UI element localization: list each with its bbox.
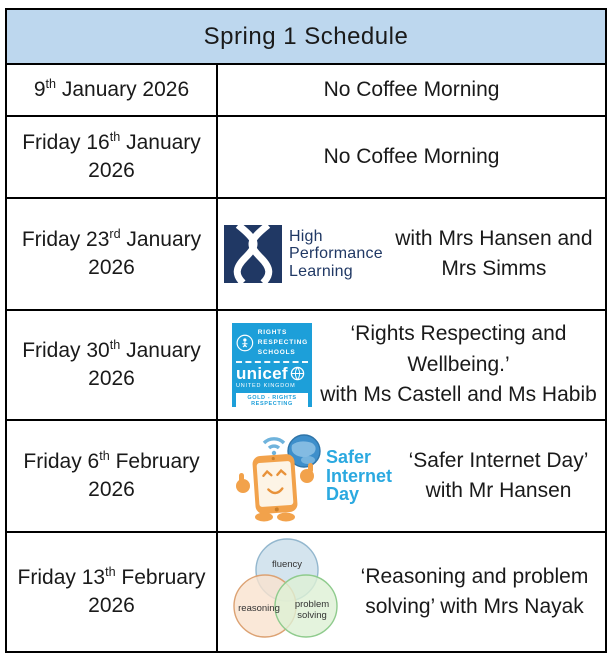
- table-header: [7, 10, 605, 63]
- event-text: [344, 562, 605, 623]
- schedule-table: [5, 8, 607, 653]
- table-row: [7, 309, 605, 419]
- sid-mascot-icon: [228, 429, 324, 523]
- date-text: Friday 13th February: [17, 564, 206, 589]
- date-year: 2026: [88, 256, 135, 279]
- table-row: [7, 531, 605, 651]
- event-line: with Ms Castell and Ms Habib: [320, 383, 597, 407]
- event-line: ‘Reasoning and problem: [360, 564, 589, 588]
- event-text: [392, 446, 605, 507]
- date-text: Friday 6th February: [23, 448, 200, 473]
- date-year: 2026: [88, 594, 135, 617]
- unicef-country-text: UNITED KINGDOM: [236, 383, 296, 390]
- date-text: Friday 23rd January: [21, 226, 202, 251]
- hpl-logo-text: High Performance Learning: [289, 228, 383, 280]
- event-line: ‘Rights Respecting and: [350, 322, 567, 346]
- date-text: 9th January 2026: [33, 76, 190, 101]
- event-cell: [218, 117, 605, 197]
- unicef-wordmark: unicef: [236, 364, 288, 384]
- date-cell: [7, 533, 218, 651]
- table-row: [7, 115, 605, 197]
- event-line: ‘Safer Internet Day’: [408, 448, 589, 472]
- event-cell: [218, 199, 605, 309]
- unicef-globe-icon: [290, 366, 305, 381]
- event-line: Mrs Simms: [441, 257, 547, 280]
- date-cell: [7, 199, 218, 309]
- table-row: [7, 419, 605, 531]
- rrs-emblem-icon: [236, 331, 254, 355]
- page-title: Spring 1 Schedule: [203, 22, 409, 50]
- event-cell: [218, 533, 605, 651]
- date-year: 2026: [88, 159, 135, 182]
- event-text: [383, 224, 605, 285]
- rrs-logo-text: RIGHTS RESPECTING SCHOOLS: [257, 329, 308, 356]
- event-cell: [218, 65, 605, 115]
- date-cell: [7, 117, 218, 197]
- event-line: with Mr Hansen: [425, 479, 572, 502]
- table-row: [7, 197, 605, 309]
- safer-internet-day-logo: [228, 429, 392, 523]
- event-text: [218, 75, 605, 105]
- svg-text:reasoning: reasoning: [238, 602, 280, 614]
- date-text: Friday 30th January: [22, 337, 201, 362]
- rrs-award-band: GOLD - RIGHTS RESPECTING: [236, 393, 308, 409]
- date-year: 2026: [88, 478, 135, 501]
- svg-text:fluency: fluency: [271, 558, 303, 570]
- hpl-twist-icon: [224, 225, 282, 283]
- sid-logo-text: Safer Internet Day: [326, 446, 393, 505]
- venn-diagram-icon: [226, 535, 344, 645]
- date-text: Friday 16th January: [22, 129, 201, 154]
- high-performance-learning-logo: [224, 225, 383, 283]
- unicef-rights-respecting-schools-logo: [232, 323, 312, 407]
- svg-text:problem: problem: [294, 598, 330, 610]
- date-year: 2026: [88, 367, 135, 390]
- divider: [236, 361, 308, 363]
- event-line: No Coffee Morning: [323, 144, 500, 168]
- event-text: [218, 142, 605, 172]
- event-line: Wellbeing.’: [407, 352, 510, 376]
- event-line: solving’ with Mrs Nayak: [365, 595, 584, 618]
- date-cell: [7, 421, 218, 531]
- date-cell: [7, 65, 218, 115]
- event-cell: [218, 311, 605, 419]
- event-line: with Mrs Hansen and: [395, 226, 593, 250]
- maths-venn-diagram: [226, 535, 344, 650]
- event-cell: [218, 421, 605, 531]
- event-line: No Coffee Morning: [323, 77, 500, 101]
- date-cell: [7, 311, 218, 419]
- event-text: [312, 319, 605, 410]
- table-row: [7, 63, 605, 115]
- svg-text:solving: solving: [297, 609, 327, 621]
